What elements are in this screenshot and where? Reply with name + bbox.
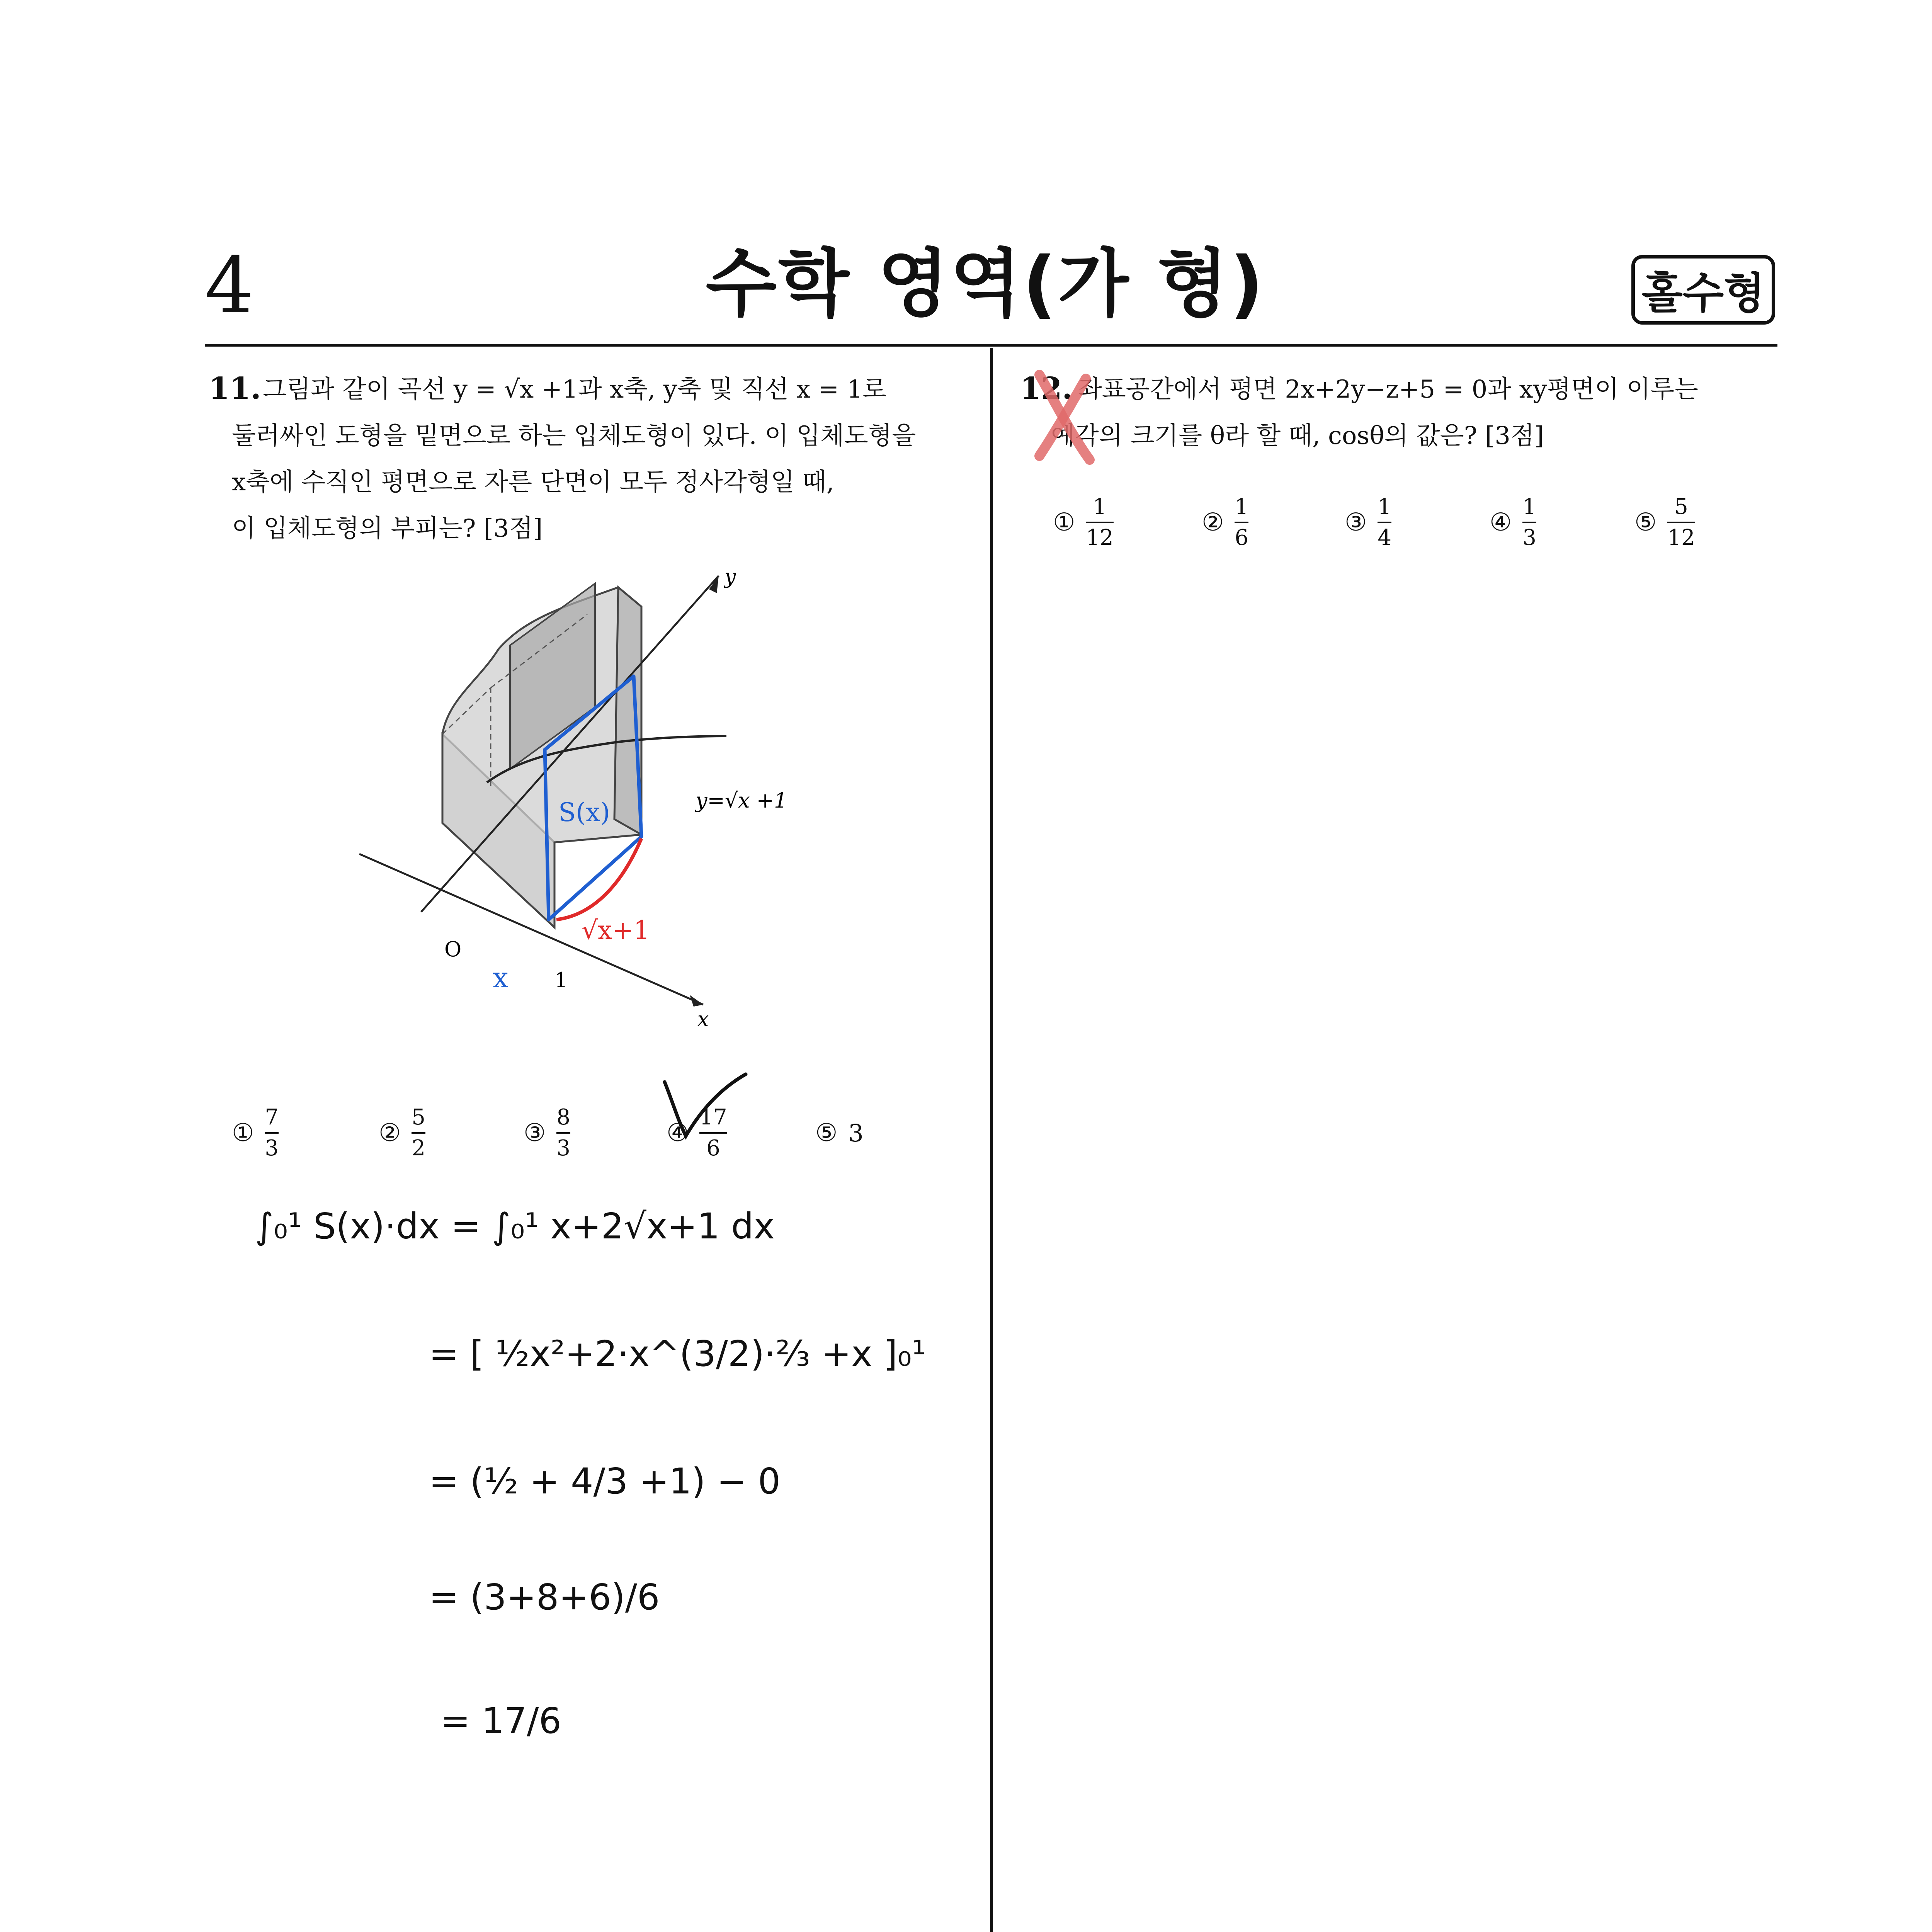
choice-fraction: $\frac{8}{3}$ [556, 1105, 571, 1161]
choice-mark: ③ [524, 1119, 546, 1148]
q12-choice-3[interactable] [1345, 495, 1391, 551]
hand-label-side: √x+1 [582, 915, 650, 945]
q11-choice-1[interactable] [232, 1105, 279, 1161]
exam-type-label: 홀수형 [1641, 269, 1765, 318]
subject-title: 수학 영역(가 형) [706, 241, 1265, 327]
hand-label-area: S(x) [558, 798, 610, 827]
choice-mark: ④ [667, 1119, 689, 1148]
choice-value: 3 [848, 1119, 864, 1147]
choice-mark: ④ [1490, 508, 1512, 537]
work-line-2: = [ ½x²+2·x^(3/2)·⅔ +x ]₀¹ [429, 1333, 926, 1374]
check-mark-icon [657, 1070, 750, 1148]
choice-fraction: $\frac{1}{12}$ [1086, 494, 1114, 551]
choice-fraction: $\frac{1}{6}$ [1235, 494, 1249, 551]
choice-fraction: $\frac{5}{2}$ [412, 1105, 426, 1161]
q11-line-3: x축에 수직인 평면으로 자른 단면이 모두 정사각형일 때, [232, 468, 834, 497]
q11-choice-3[interactable] [524, 1105, 570, 1161]
q12-number: 12. [1020, 371, 1073, 406]
page-number: 4 [205, 241, 254, 331]
choice-mark: ③ [1345, 508, 1367, 537]
choice-fraction: $\frac{7}{3}$ [265, 1105, 279, 1161]
fig-label-origin: O [444, 937, 462, 961]
choice-mark: ① [1053, 508, 1075, 537]
work-line-3: = (½ + 4/3 +1) − 0 [429, 1461, 781, 1502]
q12-line-2: 예각의 크기를 θ라 할 때, cosθ의 값은? [3점] [1051, 422, 1544, 450]
q12-choice-2[interactable] [1202, 495, 1248, 551]
wrong-mark-icon [1024, 367, 1101, 468]
q12-choice-4[interactable] [1490, 495, 1536, 551]
q11-line-1: 그림과 같이 곡선 y = √x +1과 x축, y축 및 직선 x = 1로 [263, 375, 887, 404]
choice-fraction: $\frac{1}{3}$ [1522, 494, 1537, 551]
choice-mark: ⑤ [815, 1119, 838, 1147]
fig-label-one: 1 [554, 968, 568, 992]
q11-number: 11. [209, 371, 261, 406]
work-line-1: ∫₀¹ S(x)·dx = ∫₀¹ x+2√x+1 dx [255, 1206, 775, 1247]
q12-choice-5[interactable] [1634, 495, 1695, 551]
q11-solid-figure [348, 572, 831, 1036]
q12-choice-1[interactable] [1053, 495, 1114, 551]
choice-fraction: $\frac{1}{4}$ [1378, 494, 1392, 551]
fig-label-x: x [697, 1008, 709, 1031]
choice-fraction: $\frac{17}{6}$ [699, 1105, 727, 1161]
choice-mark: ② [379, 1119, 401, 1148]
q11-choice-5[interactable] [815, 1119, 864, 1147]
header-rule [205, 344, 1777, 347]
q11-line-2: 둘러싸인 도형을 밑면으로 하는 입체도형이 있다. 이 입체도형을 [232, 422, 916, 450]
choice-mark: ① [232, 1119, 254, 1148]
exam-type-badge [1631, 255, 1775, 325]
work-line-5: = 17/6 [440, 1700, 561, 1742]
q11-choice-2[interactable] [379, 1105, 425, 1161]
choice-mark: ⑤ [1634, 508, 1657, 537]
fig-label-y: y [724, 572, 736, 588]
choice-fraction: $\frac{5}{12}$ [1667, 494, 1695, 551]
column-divider [990, 348, 993, 1932]
work-line-4: = (3+8+6)/6 [429, 1577, 660, 1618]
q12-line-1: 좌표공간에서 평면 2x+2y−z+5 = 0과 xy평면이 이루는 [1078, 375, 1699, 404]
fig-label-curve: y=√x +1 [696, 788, 787, 813]
q11-line-4: 이 입체도형의 부피는? [3점] [232, 514, 543, 543]
choice-mark: ② [1202, 508, 1224, 537]
hand-label-x: x [493, 961, 509, 994]
